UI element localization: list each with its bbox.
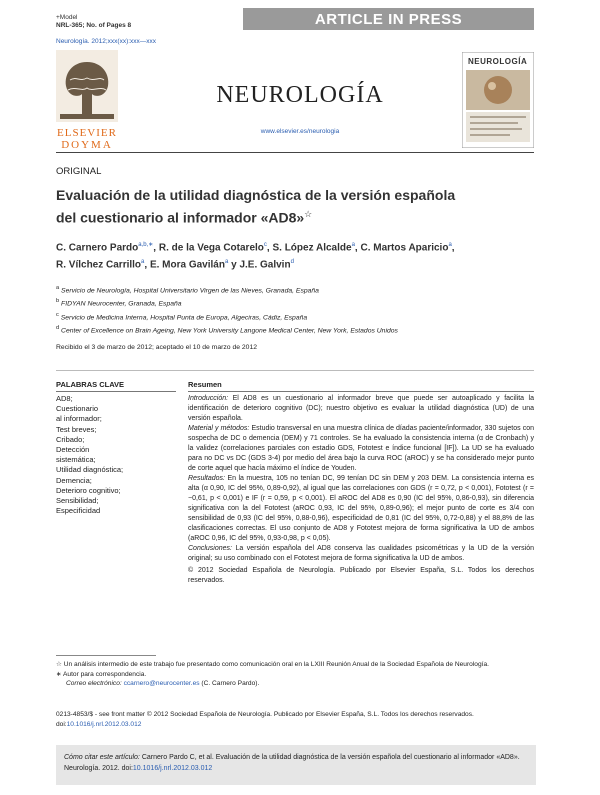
doi-link[interactable]: 10.1016/j.nrl.2012.03.012 (66, 720, 142, 728)
author-name: C. Martos Aparicio (360, 242, 449, 254)
pages-info: NRL-365; No. of Pages 8 (56, 22, 132, 29)
cover-title: NEUROLOGÍA (468, 57, 528, 66)
received-dates: Recibido el 3 de marzo de 2012; aceptado el 10 de marzo de 2012 (56, 344, 258, 351)
keyword-item: Deterioro cognitivo; (56, 485, 121, 495)
affiliations (56, 283, 536, 336)
keyword-item: al informador; (56, 414, 102, 424)
elsevier-logo (56, 50, 118, 151)
footnote-corresponding: ∗ Autor para correspondencia. (56, 670, 147, 678)
keyword-item: Sensibilidad; (56, 496, 99, 506)
abstract-panel (188, 380, 534, 586)
affiliation-item: $^a$ Servicio de Neurología, Hospital Universitario Virgen de las Nieves, Granada, España (56, 285, 319, 295)
issn-line: 0213-4853/$ - see front matter © 2012 Sociedad Española de Neurología. Publicado por Elsevier España, S.L. Todos los derechos reservados. (56, 711, 474, 718)
keywords-list (56, 394, 176, 516)
keyword-item: Demencia; (56, 475, 92, 485)
journal-citation: Neurología. 2012;xxx(xx):xxx—xxx (56, 38, 157, 45)
journal-title: NEUROLOGÍA (216, 82, 384, 108)
author-affiliation-ref[interactable]: a (448, 242, 452, 248)
abstract-introduction: Introducción: El AD8 es un cuestionario al informador breve que puede ser autoaplicado y facilita la identificación de deterioro cognitivo (DC); nuestro objetivo es evaluar la utilidad diagnóstica (UD) de una versión española. (188, 395, 534, 422)
affiliation-item: $^b$ FIDYAN Neurocenter, Granada, España (56, 298, 182, 308)
author-affiliation-ref[interactable]: a (351, 242, 355, 248)
abstract-heading: Resumen (188, 380, 534, 392)
citation-text: Cómo citar este artículo: Carnero Pardo C, et al. Evaluación de la utilidad diagnóstica de la versión española del cuestionario al informador «AD8». Neurología. 2012. doi:10.1016/j.nrl.2012.03.012 (64, 754, 520, 772)
author-name: E. Mora Gavilán (149, 259, 225, 271)
title-line-1: Evaluación de la utilidad diagnóstica de la versión española (56, 187, 456, 203)
how-to-cite-box (56, 745, 536, 785)
author-affiliation-ref[interactable]: a,b,∗ (138, 242, 154, 248)
abstract-divider (56, 370, 534, 371)
section-label: ORIGINAL (56, 166, 102, 177)
title-line-2: del cuestionario al informador «AD8» (56, 209, 305, 226)
keyword-item: AD8; (56, 394, 73, 403)
abstract-conclusions: Conclusiones: La versión española del AD8 conserva las cualidades psicométricas y la UD de la versión original; su uso combinado con el Fototest mejora de forma significativa la UD de ambos. (188, 545, 534, 562)
abstract-copyright: © 2012 Sociedad Española de Neurología. Publicado por Elsevier España, S.L. Todos los derechos reservados. (188, 567, 534, 584)
model-tag: +Model (56, 14, 78, 21)
footnotes (56, 660, 536, 689)
elsevier-tree-icon (56, 50, 118, 122)
footnote-email: Correo electrónico: ccarnero@neurocenter.es (C. Carnero Pardo). (66, 680, 260, 687)
author-name: J.E. Galvin (239, 259, 291, 271)
author-name: R. Vílchez Carrillo (56, 259, 142, 271)
author-name: S. López Alcalde (272, 242, 352, 254)
author-affiliation-ref[interactable]: d (290, 259, 294, 266)
doyma-wordmark: DOYMA (61, 139, 113, 151)
keyword-item: Test breves; (56, 424, 97, 434)
author-affiliation-ref[interactable]: a (141, 259, 145, 266)
header-divider (56, 152, 534, 153)
title-footnote-star[interactable]: ☆ (304, 209, 313, 219)
author-list: C. Carnero Pardo$^{a,b,∗}$, R. de la Vega Cotarelo$^c$, S. López Alcalde$^a$, C. Martos Aparicio$^a$, R. Vílchez Carrillo$^a$, E. Mora Gavilán$^a$ y J.E. Galvin$^d$ (56, 242, 455, 271)
elsevier-wordmark: ELSEVIER (57, 127, 117, 139)
journal-cover-image (462, 52, 534, 148)
keywords-panel (56, 380, 176, 516)
doi-line: doi:10.1016/j.nrl.2012.03.012 (56, 720, 142, 728)
article-in-press-banner: ARTICLE IN PRESS (243, 8, 534, 30)
abstract-methods: Material y métodos: Estudio transversal en una muestra clínica de díadas paciente/informador, 330 sujetos con sospecha de DC o demencia (DEM) y 71 controles. Se ha evaluado la consistencia interna (α de Cronbach) y la validez (correlaciones parciales con estadio GDS, Fototest e índice funcional [IF]). La UD se ha evaluado para no DC vs DC (GDS 3-4) por medio del área bajo la curva ROC (aROC) y se ha considerado mejor punto de corte aquel que hacía máximo el índice de Youden. (188, 425, 534, 472)
author-name: R. de la Vega Cotarelo (158, 242, 264, 254)
author-name: C. Carnero Pardo (56, 242, 139, 254)
keyword-item: sistemática; (56, 455, 96, 465)
keyword-item: Cribado; (56, 434, 85, 444)
keyword-item: Especificidad (56, 506, 101, 516)
manuscript-ref (56, 14, 131, 30)
author-affiliation-ref[interactable]: c (263, 242, 267, 248)
citation-doi-link[interactable]: 10.1016/j.nrl.2012.03.012 (132, 765, 213, 772)
affiliation-item: $^c$ Servicio de Medicina Interna, Hospital Punta de Europa, Algeciras, Cádiz, España (56, 311, 308, 321)
abstract-results: Resultados: En la muestra, 105 no tenían DC, 99 tenían DC sin DEM y 203 DEM. La consistencia interna es alta (α 0,90, IC del 95%, 0,89-0,92), al igual que las correlaciones con GDS (r = 0,72, p < 0,001), Fototest (r = −0,61, p < 0,001) e IF (r = 0,59, p < 0,001). El aROC del AD8 es 0,90 (IC del 95%, 0,86-0,93), sin diferencia significativa con la del Fototest (aROC 0,93, IC del 95%, 0,89-0,96); el mejor punto de corte es 3/4 con sensibilidad de 0,93 (IC del 95%, 0,88-0,96), especificidad de 0,81 (IC del 95%, 0,72-0,88) y el 88,8% de las clasificaciones correctas. El uso conjunto de AD8 y Fototest mejora de forma significativa la UD de ambos (aROC 0,96, IC del 95%, 0,93-0,98, p < 0,05). (188, 475, 534, 542)
author-email-link[interactable]: ccarnero@neurocenter.es (123, 680, 200, 687)
author-affiliation-ref[interactable]: a (224, 259, 229, 266)
keyword-item: Cuestionario (56, 404, 99, 414)
keywords-heading: PALABRAS CLAVE (56, 380, 176, 392)
journal-url-link[interactable]: www.elsevier.es/neurologia (260, 128, 340, 135)
footnote-presentation: ☆ Un análisis intermedio de este trabajo fue presentado como comunicación oral en la LXIII Reunión Anual de la Sociedad Española de Neurología. (56, 661, 489, 668)
keyword-item: Detección (56, 445, 90, 455)
journal-cover (462, 52, 534, 148)
keyword-item: Utilidad diagnóstica; (56, 465, 124, 475)
issn-doi (56, 710, 536, 729)
footnote-divider (56, 655, 156, 656)
affiliation-item: $^d$ Center of Excellence on Brain Ageing, New York University Langone Medical Center, New York, Estados Unidos (56, 324, 398, 335)
article-title (56, 186, 536, 228)
